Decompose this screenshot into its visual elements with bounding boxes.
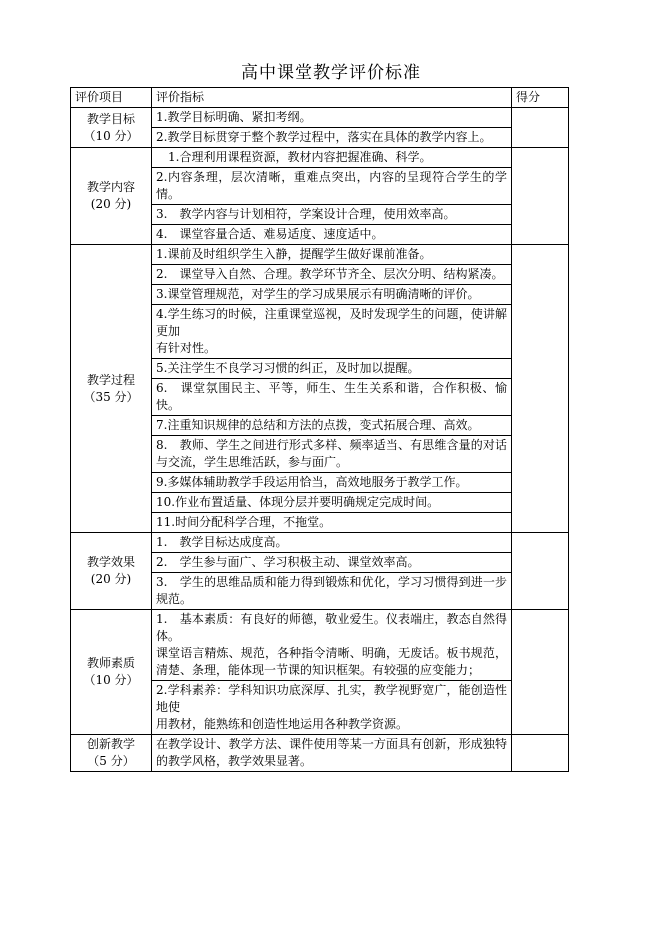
category-label: (20 分) [90, 572, 132, 586]
score-cell[interactable] [512, 610, 569, 735]
indicator-text: 10.作业布置适量、体现分层并要明确规定完成时间。 [156, 495, 440, 509]
indicator-cell [152, 553, 512, 573]
indicator-text: 2.学科素养：学科知识功底深厚、扎实，教学视野宽广，能创造性地使 [156, 683, 507, 714]
indicator-text: 8. 教师、学生之间进行形式多样、频率适当、有思维含量的对话与交流，学生思维活跃，参与面广。 [156, 438, 507, 469]
indicator-text: 9.多媒体辅助教学手段运用恰当，高效地服务于教学工作。 [156, 475, 468, 489]
category-cell [71, 735, 152, 772]
table-body [71, 108, 569, 772]
indicator-text: 5.关注学生不良学习习惯的纠正，及时加以提醒。 [156, 361, 420, 375]
category-label: (20 分) [90, 197, 132, 211]
indicator-cell [152, 681, 512, 735]
indicator-cell [152, 205, 512, 225]
table-row [71, 735, 569, 772]
category-cell [71, 610, 152, 735]
indicator-text: 4. 课堂容量合适、难易适度、速度适中。 [156, 227, 384, 241]
category-cell [71, 108, 152, 148]
indicator-text: 2. 学生参与面广、学习积极主动、课堂效率高。 [156, 555, 420, 569]
category-label: 教学过程 [86, 372, 135, 387]
indicator-text: 1.合理利用课程资源，教材内容把握准确、科学。 [156, 150, 432, 164]
indicator-text: 4.学生练习的时候，注重课堂巡视，及时发现学生的问题，使讲解更加 [156, 307, 507, 338]
score-cell[interactable] [512, 245, 569, 533]
indicator-cell [152, 359, 512, 379]
indicator-cell [152, 573, 512, 610]
indicator-cell [152, 285, 512, 305]
category-label: 教学目标 [86, 111, 135, 126]
category-label: （35 分） [83, 389, 139, 404]
category-label: 教师素质 [86, 656, 135, 670]
indicator-cell [152, 493, 512, 513]
table-row [71, 245, 569, 265]
category-cell [71, 245, 152, 533]
indicator-cell [152, 305, 512, 359]
category-cell [71, 533, 152, 610]
header-row [71, 88, 569, 108]
header-score: 得分 [512, 88, 569, 108]
category-label: 教学效果 [86, 555, 135, 569]
table-row [71, 108, 569, 128]
category-cell [71, 148, 152, 245]
indicator-cell [152, 513, 512, 533]
category-label: （10 分） [83, 673, 139, 687]
header-indicator: 评价指标 [152, 88, 512, 108]
indicator-text: 1.教学目标明确、紧扣考纲。 [156, 110, 312, 124]
indicator-cell [152, 379, 512, 416]
indicator-text: 3. 教学内容与计划相符，学案设计合理，使用效率高。 [156, 207, 456, 221]
indicator-cell [152, 735, 512, 772]
indicator-cell [152, 533, 512, 553]
indicator-text: 在教学设计、教学方法、课件使用等某一方面具有创新，形成独特的教学风格，教学效果显著。 [156, 737, 507, 768]
category-label: 教学内容 [86, 180, 135, 194]
category-label: 创新教学 [86, 737, 135, 751]
indicator-cell [152, 473, 512, 493]
table-row [71, 610, 569, 681]
header-item: 评价项目 [71, 88, 152, 108]
indicator-text: 2. 课堂导入自然、合理。教学环节齐全、层次分明、结构紧凑。 [156, 267, 504, 281]
indicator-cell [152, 610, 512, 681]
indicator-text: 1. 教学目标达成度高。 [156, 535, 288, 549]
indicator-text: 11.时间分配科学合理，不拖堂。 [156, 515, 332, 529]
score-cell[interactable] [512, 108, 569, 148]
indicator-text: 1. 基本素质：有良好的师德，敬业爱生。仪表端庄，教态自然得体。 [156, 612, 507, 643]
indicator-cell [152, 128, 512, 148]
indicator-text: 1.课前及时组织学生入静，提醒学生做好课前准备。 [156, 247, 432, 261]
indicator-text: 3.课堂管理规范，对学生的学习成果展示有明确清晰的评价。 [156, 287, 480, 301]
indicator-cell [152, 265, 512, 285]
category-label: （10 分） [83, 128, 139, 143]
indicator-text: 课堂语言精炼、规范，各种指令清晰、明确，无废话。板书规范，清楚、条理，能体现一节课的知识框架。有较强的应变能力； [156, 646, 507, 677]
indicator-cell [152, 436, 512, 473]
page-title: 高中课堂教学评价标准 [241, 63, 421, 83]
indicator-text: 2.内容条理，层次清晰，重难点突出，内容的呈现符合学生的学情。 [156, 170, 507, 201]
indicator-cell [152, 416, 512, 436]
indicator-text: 7.注重知识规律的总结和方法的点拨，变式拓展合理、高效。 [156, 418, 480, 432]
evaluation-table [70, 87, 569, 772]
category-label: （5 分） [87, 754, 135, 768]
score-cell[interactable] [512, 148, 569, 245]
indicator-cell [152, 245, 512, 265]
score-cell[interactable] [512, 735, 569, 772]
indicator-text: 3. 学生的思维品质和能力得到锻炼和优化，学习习惯得到进一步规范。 [156, 575, 507, 606]
indicator-cell [152, 108, 512, 128]
score-cell[interactable] [512, 533, 569, 610]
indicator-cell [152, 168, 512, 205]
indicator-text: 2.教学目标贯穿于整个教学过程中，落实在具体的教学内容上。 [156, 130, 492, 144]
table-row [71, 533, 569, 553]
indicator-text: 6. 课堂氛围民主、平等，师生、生生关系和谐，合作积极、愉快。 [156, 381, 507, 412]
indicator-text: 有针对性。 [156, 341, 217, 355]
table-row [71, 148, 569, 168]
indicator-cell [152, 148, 512, 168]
indicator-text: 用教材，能熟练和创造性地运用各种教学资源。 [156, 717, 409, 731]
indicator-cell [152, 225, 512, 245]
